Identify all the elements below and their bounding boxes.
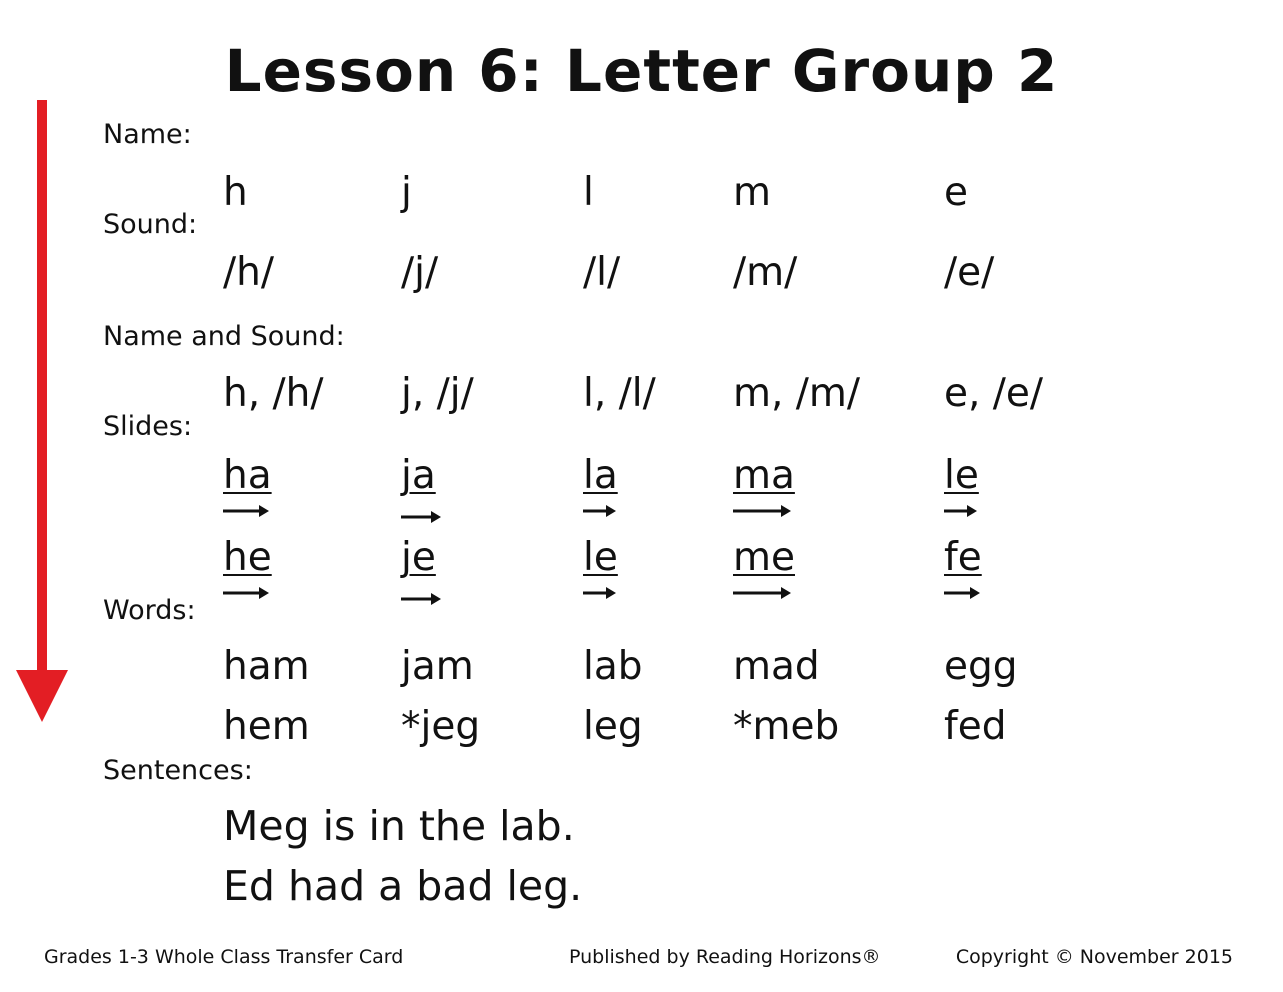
letter-sound: /h/: [223, 250, 274, 295]
slide-text: le: [944, 453, 979, 498]
slide-text: ha: [223, 453, 272, 498]
slide-item: [944, 535, 982, 580]
name-and-sound-item: m, /m/: [733, 371, 861, 416]
slide-text: la: [583, 453, 618, 498]
slide-arrow-icon: [733, 504, 791, 518]
sentence: Ed had a bad leg.: [223, 862, 583, 910]
slide-arrow-icon: [583, 586, 616, 600]
letter-name: e: [944, 170, 968, 215]
slide-text: je: [401, 535, 436, 580]
slide-arrow-icon: [944, 504, 977, 518]
slide-item: [401, 535, 436, 580]
letter-name: m: [733, 170, 771, 215]
slide-item: [223, 535, 272, 580]
word-item: ham: [223, 644, 310, 689]
slide-item: [223, 453, 272, 498]
slide-item: [401, 453, 436, 498]
letter-name: h: [223, 170, 248, 215]
word-item: hem: [223, 704, 310, 749]
slide-item: [733, 453, 795, 498]
slide-arrow-icon: [944, 586, 980, 600]
word-item: mad: [733, 644, 820, 689]
letter-name: j: [401, 170, 412, 215]
letter-sound: /l/: [583, 250, 621, 295]
slide-text: ja: [401, 453, 436, 498]
letter-sound: /e/: [944, 250, 995, 295]
slide-arrow-icon: [583, 504, 616, 518]
sentences-label: Sentences:: [103, 755, 253, 786]
word-item: egg: [944, 644, 1018, 689]
name-and-sound-item: l, /l/: [583, 371, 656, 416]
word-item: *jeg: [401, 704, 481, 749]
slide-item: [583, 453, 618, 498]
letter-sound: /j/: [401, 250, 439, 295]
letter-sound: /m/: [733, 250, 798, 295]
slide-text: fe: [944, 535, 982, 580]
slide-text: me: [733, 535, 795, 580]
slide-text: le: [583, 535, 618, 580]
word-item: jam: [401, 644, 474, 689]
name-and-sound-item: j, /j/: [401, 371, 474, 416]
slide-text: he: [223, 535, 272, 580]
page-title: Lesson 6: Letter Group 2: [224, 37, 1059, 105]
footer-grade-info: Grades 1-3 Whole Class Transfer Card: [44, 946, 404, 968]
sound-label: Sound:: [103, 209, 198, 240]
name-and-sound-item: e, /e/: [944, 371, 1044, 416]
sentence: Meg is in the lab.: [223, 802, 575, 850]
slide-item: [944, 453, 979, 498]
slide-arrow-icon: [223, 586, 269, 600]
slide-item: [733, 535, 795, 580]
slide-text: ma: [733, 453, 795, 498]
name-and-sound-item: h, /h/: [223, 371, 324, 416]
slide-item: [583, 535, 618, 580]
letter-name: l: [583, 170, 594, 215]
slide-arrow-icon: [401, 510, 441, 524]
slide-arrow-icon: [401, 592, 441, 606]
slide-arrow-icon: [733, 586, 791, 600]
word-item: fed: [944, 704, 1007, 749]
word-item: *meb: [733, 704, 840, 749]
slides-label: Slides:: [103, 411, 193, 442]
footer-publisher: Published by Reading Horizons®: [569, 946, 881, 968]
footer-copyright: Copyright © November 2015: [955, 946, 1233, 968]
words-label: Words:: [103, 595, 196, 626]
reading-direction-arrow: [16, 100, 70, 724]
word-item: lab: [583, 644, 643, 689]
slide-arrow-icon: [223, 504, 269, 518]
name-label: Name:: [103, 119, 192, 150]
name-and-sound-label: Name and Sound:: [103, 321, 345, 352]
word-item: leg: [583, 704, 643, 749]
